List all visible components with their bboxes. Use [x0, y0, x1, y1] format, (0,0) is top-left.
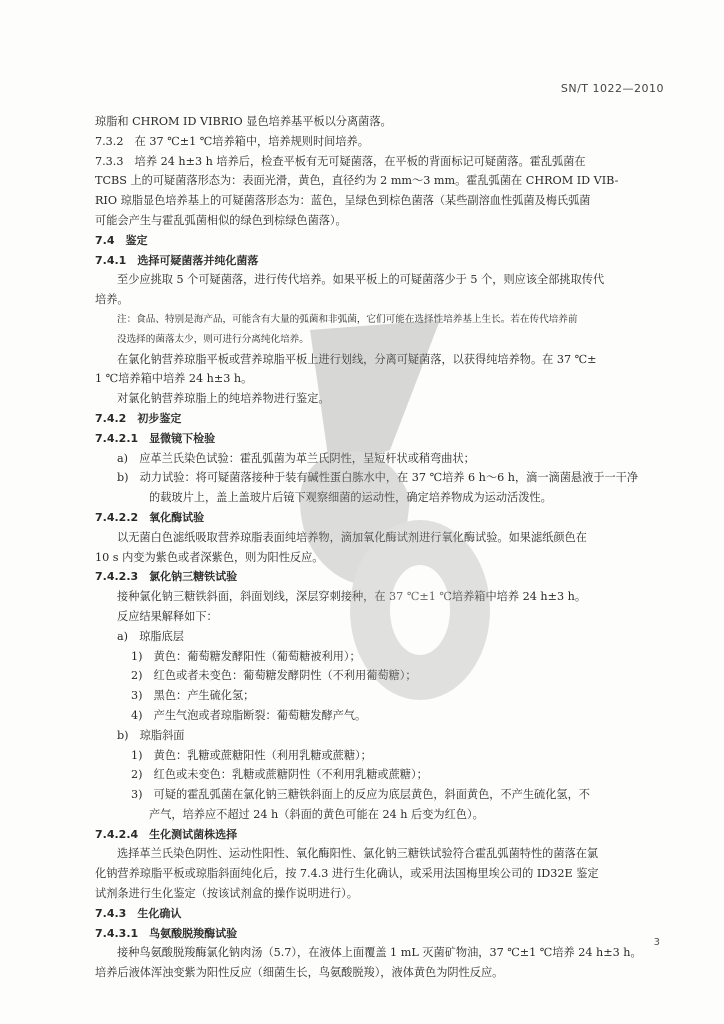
text-line: 接种鸟氨酸脱羧酶氯化钠肉汤（5.7），在液体上面覆盖 1 mL 灭菌矿物油，37 ℃±1 ℃培养 24 h±3 h。: [117, 946, 642, 960]
text-line: 至少应挑取 5 个可疑菌落，进行传代培养。如果平板上的可疑菌落少于 5 个，则应该全部挑取传代: [117, 273, 605, 287]
section-heading: 7.4.2.4 生化测试菌株选择: [95, 827, 238, 841]
document-body: [95, 112, 660, 983]
text-line: 7.3.2 在 37 ℃±1 ℃培养箱中，培养规则时间培养。: [95, 134, 369, 148]
text-line: b) 动力试验：将可疑菌落接种于装有碱性蛋白胨水中，在 37 ℃培养 6 h～6 h，滴一滴菌悬液于一干净: [117, 471, 639, 485]
text-line: 琼脂和 CHROM ID VIBRIO 显色培养基平板以分离菌落。: [95, 115, 392, 128]
text-line: 7.3.3 培养 24 h±3 h 培养后，检查平板有无可疑菌落，在平板的背面标记可疑菌落。霍乱弧菌在: [95, 154, 586, 168]
text-line: 培养。: [95, 293, 129, 307]
text-line: b) 琼脂斜面: [117, 728, 185, 742]
text-line: 产气，培养应不超过 24 h（斜面的黄色可能在 24 h 后变为红色）。: [149, 807, 484, 821]
text-line: 4) 产生气泡或者琼脂断裂：葡萄糖发酵产气。: [131, 708, 367, 722]
text-line: 可能会产生与霍乱弧菌相似的绿色到棕绿色菌落）。: [95, 213, 347, 227]
text-line: 接种氯化钠三糖铁斜面，斜面划线，深层穿刺接种，在 37 ℃±1 ℃培养箱中培养 24 h±3 h。: [117, 590, 587, 604]
text-line: 3) 黑色：产生硫化氢；: [131, 689, 255, 703]
text-line: 3) 可疑的霍乱弧菌在氯化钠三糖铁斜面上的反应为底层黄色，斜面黄色，不产生硫化氢，不: [131, 788, 590, 802]
text-line: 以无菌白色滤纸吸取营养琼脂表面纯培养物，滴加氧化酶试剂进行氧化酶试验。如果滤纸颜色在: [117, 530, 587, 544]
text-line: TCBS 上的可疑菌落形态为：表面光滑，黄色，直径约为 2 mm～3 mm。霍乱弧菌在 CHROM ID VIB-: [95, 174, 619, 188]
section-heading: 7.4.3.1 鸟氨酸脱羧酶试验: [95, 926, 238, 940]
text-line: 2) 红色或未变色：乳糖或蔗糖阴性（不利用乳糖或蔗糖）；: [131, 768, 428, 782]
text-line: a) 应革兰氏染色试验：霍乱弧菌为革兰氏阴性，呈短杆状或稍弯曲状；: [117, 451, 475, 465]
text-line: a) 琼脂底层: [117, 629, 184, 643]
text-line: 试剂条进行生化鉴定（按该试剂盒的操作说明进行）。: [95, 887, 358, 901]
section-heading: 7.4.2 初步鉴定: [95, 411, 182, 425]
text-line: 1) 黄色：葡萄糖发酵阳性（葡萄糖被利用）；: [131, 649, 361, 663]
text-line: 1) 黄色：乳糖或蔗糖阳性（利用乳糖或蔗糖）；: [131, 748, 372, 762]
text-line: 化钠营养琼脂平板或琼脂斜面纯化后，按 7.4.3 进行生化确认，或采用法国梅里埃公司的 ID32E 鉴定: [95, 867, 599, 881]
section-heading: 7.4.2.3 氯化钠三糖铁试验: [95, 570, 238, 584]
page-number: 3: [653, 937, 660, 948]
text-line: 在氯化钠营养琼脂平板或营养琼脂平板上进行划线，分离可疑菌落，以获得纯培养物。在 37 ℃±: [117, 352, 597, 366]
text-line: 的载玻片上，盖上盖玻片后镜下观察细菌的运动性，确定培养物成为运动活泼性。: [149, 491, 552, 505]
section-heading: 7.4 鉴定: [95, 233, 148, 247]
text-line: RIO 琼脂显色培养基上的可疑菌落形态为：蓝色，呈绿色到棕色菌落（某些副溶血性弧菌及梅氏弧菌: [95, 194, 591, 208]
section-heading: 7.4.3 生化确认: [95, 906, 182, 920]
text-line: 10 s 内变为紫色或者深紫色，则为阳性反应。: [95, 550, 324, 564]
text-line: 没选择的菌落太少，则可进行分离纯化培养。: [117, 333, 309, 345]
text-line: 注：食品、特别是海产品，可能含有大量的弧菌和非弧菌，它们可能在选择性培养基上生长。若在传代培养前: [117, 313, 578, 325]
section-heading: 7.4.2.1 显微镜下检验: [95, 431, 216, 445]
text-line: 2) 红色或者未变色：葡萄糖发酵阴性（不利用葡萄糖）；: [131, 669, 417, 683]
text-line: 培养后液体浑浊变紫为阳性反应（细菌生长，鸟氨酸脱羧），液体黄色为阴性反应。: [95, 966, 504, 980]
text-line: 反应结果解释如下：: [117, 609, 218, 623]
text-line: 1 ℃培养箱中培养 24 h±3 h。: [95, 372, 253, 386]
text-line: 对氯化钠营养琼脂上的纯培养物进行鉴定。: [117, 392, 330, 406]
section-heading: 7.4.2.2 氧化酶试验: [95, 510, 205, 524]
standard-code: SN/T 1022—2010: [560, 82, 664, 95]
text-line: 选择革兰氏染色阴性、运动性阳性、氧化酶阳性、氯化钠三糖铁试验符合霍乱弧菌特性的菌落在氯: [117, 847, 599, 861]
section-heading: 7.4.1 选择可疑菌落并纯化菌落: [95, 253, 259, 267]
